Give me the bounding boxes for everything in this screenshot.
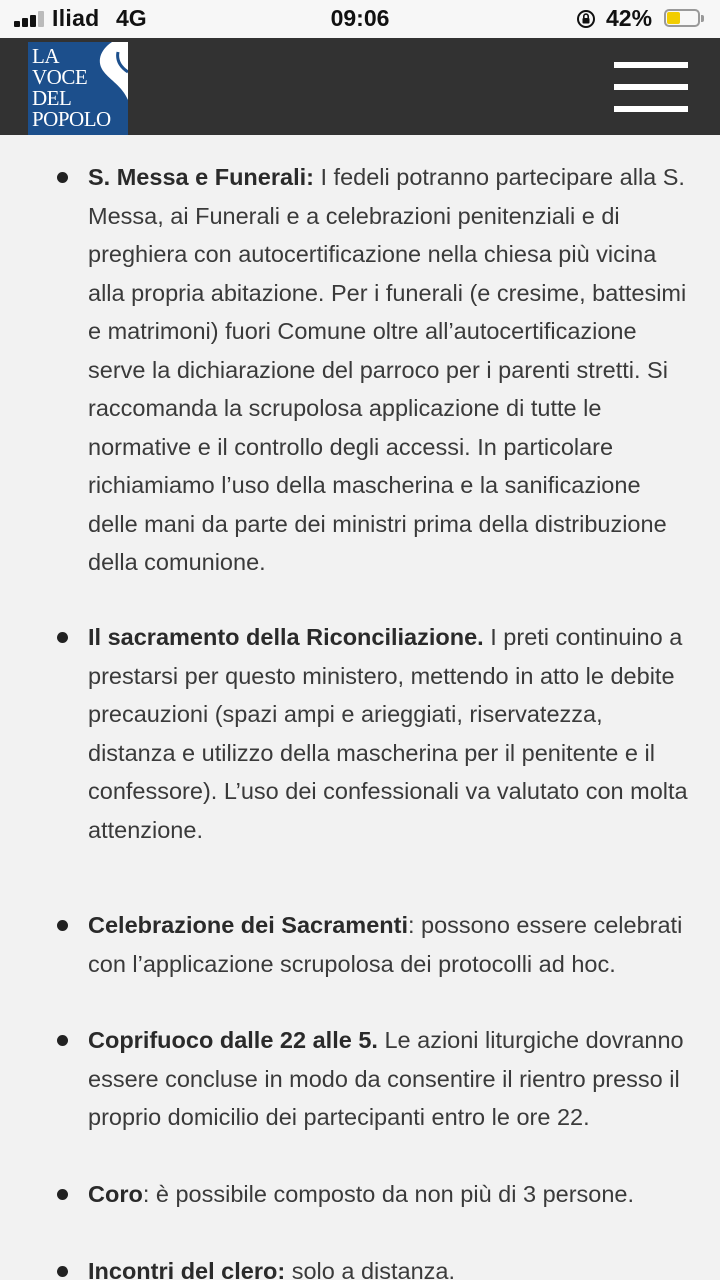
hamburger-menu-icon bbox=[614, 62, 688, 68]
list-item-clero bbox=[88, 1252, 688, 1280]
logo-line: POPOLO bbox=[32, 107, 111, 131]
item-lead: Incontri del clero: bbox=[88, 1258, 286, 1280]
network-type: 4G bbox=[116, 5, 147, 31]
hamburger-menu-button[interactable] bbox=[612, 60, 690, 116]
bullet-icon bbox=[57, 1035, 68, 1046]
list-item-coprifuoco bbox=[88, 1021, 688, 1137]
item-text: : è possibile composto da non più di 3 persone. bbox=[142, 1181, 635, 1207]
logo-wordmark bbox=[32, 46, 111, 130]
battery-icon bbox=[664, 9, 704, 29]
item-lead: Coprifuoco dalle 22 alle 5. bbox=[88, 1027, 378, 1053]
item-text: : possono essere celebrati con l’applicazione scrupolosa dei protocolli ad hoc. bbox=[88, 912, 683, 977]
status-bar bbox=[0, 0, 720, 38]
site-logo[interactable] bbox=[28, 42, 128, 135]
item-text: I fedeli potranno partecipare alla S. Messa, ai Funerali e a celebrazioni penitenziali e di preghiera con autocertificazione nella chiesa più vicina alla propria abitazione. Per i funerali (e cresime, battesimi e matrimoni) fuori Comune oltre all’autocertificazione serve la dichiarazione del parroco per i parenti stretti. Si raccomanda la scrupolosa applicazione di tutte le normative e il controllo degli accessi. In particolare richiamiamo l’uso della mascherina e la sanificazione delle mani da parte dei ministri prima della distribuzione della comunione. bbox=[88, 164, 687, 575]
item-lead: Celebrazione dei Sacramenti bbox=[88, 912, 408, 938]
carrier-name: Iliad bbox=[52, 5, 100, 31]
list-item-coro bbox=[88, 1175, 688, 1214]
item-lead: Il sacramento della Riconciliazione. bbox=[88, 624, 484, 650]
item-lead: S. Messa e Funerali: bbox=[88, 164, 314, 190]
item-text: Le azioni liturgiche dovranno essere concluse in modo da consentire il rientro presso il proprio domicilio dei partecipanti entro le ore 22. bbox=[88, 1027, 684, 1130]
list-item-riconciliazione bbox=[88, 618, 688, 849]
article-content bbox=[0, 136, 720, 1280]
item-text: solo a distanza. bbox=[285, 1258, 455, 1280]
list-item-messa-funerali bbox=[88, 158, 688, 582]
bullet-icon bbox=[57, 1189, 68, 1200]
logo-line: VOCE bbox=[32, 65, 88, 89]
bullet-icon bbox=[57, 632, 68, 643]
bullet-icon bbox=[57, 172, 68, 183]
logo-line: DEL bbox=[32, 86, 72, 110]
site-header bbox=[0, 38, 720, 135]
clock: 09:06 bbox=[330, 5, 390, 31]
bullet-icon bbox=[57, 1266, 68, 1277]
item-text: I preti continuino a prestarsi per questo ministero, mettendo in atto le debite precauzioni (spazi ampi e arieggiati, riservatezza, distanza e utilizzo della mascherina per il penitente e il confessore). L’uso dei confessionali va valutato con molta attenzione. bbox=[88, 624, 688, 843]
item-lead: Coro bbox=[88, 1181, 143, 1207]
rotation-lock-icon bbox=[576, 9, 596, 29]
logo-line: LA bbox=[32, 44, 59, 68]
bullet-icon bbox=[57, 920, 68, 931]
list-item-sacramenti bbox=[88, 906, 688, 983]
battery-percentage: 42% bbox=[606, 5, 653, 31]
